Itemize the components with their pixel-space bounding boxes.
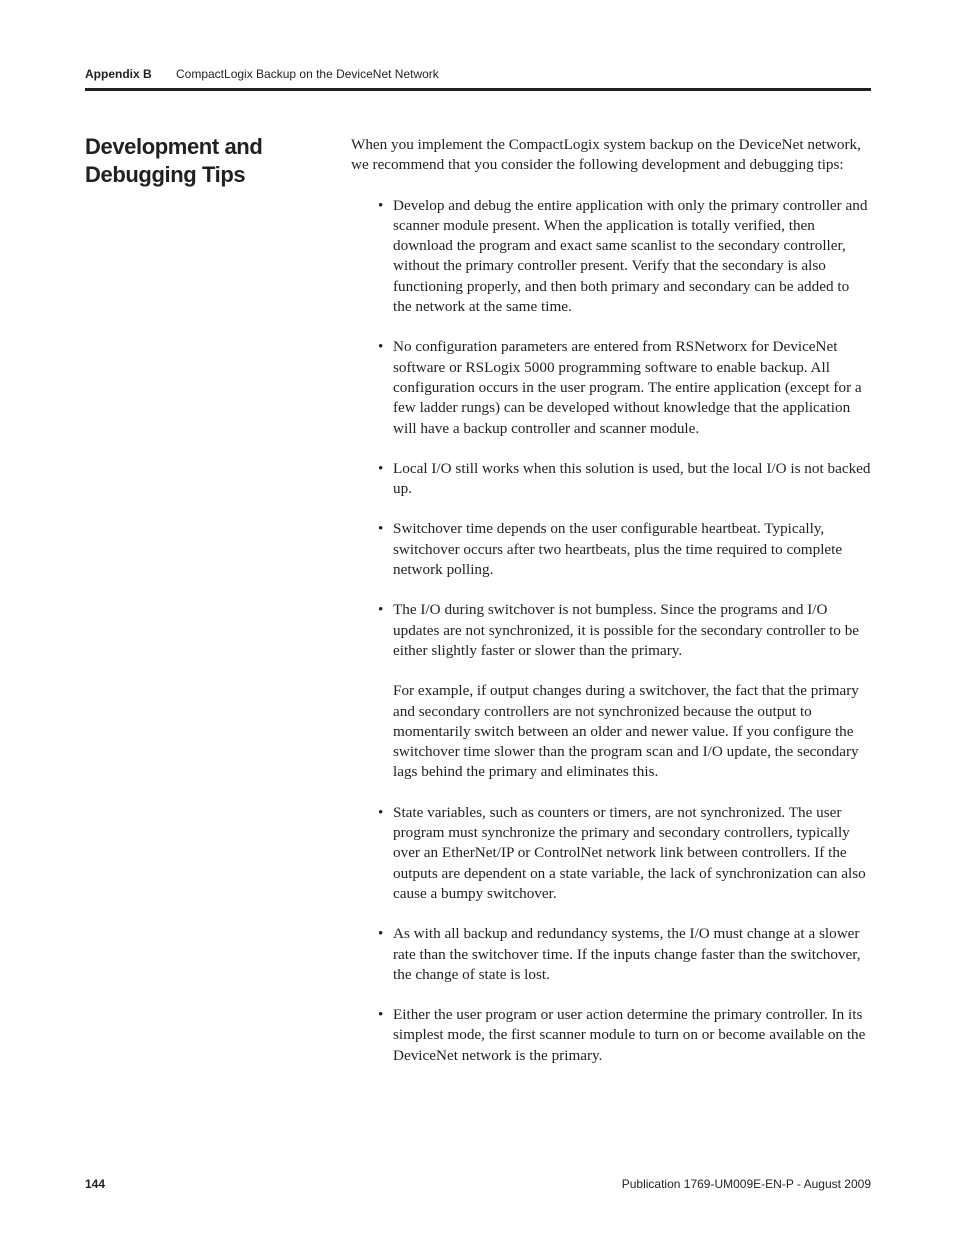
bullet-icon: • (378, 520, 384, 538)
tip-example-paragraph: For example, if output changes during a switchover, the fact that the primary and secondary controllers are not synchronized because the output to momentarily switch between an older and newer value. If you configure the switchover time slower than the program scan and I/O update, the secondary lags behind the primary and eliminates this. (393, 682, 859, 781)
tip-text: As with all backup and redundancy systems, the I/O must change at a slower rate than the switchover time. If the inputs change faster than the switchover, the change of state is lost. (393, 925, 861, 983)
section-title-line-2: Debugging Tips (85, 162, 246, 187)
bullet-icon: • (378, 803, 384, 821)
body-column (351, 135, 871, 1086)
tip-text: The I/O during switchover is not bumpless. Since the programs and I/O updates are not synchronized, it is possible for the secondary controller to be either slightly faster or slower than the primary. (393, 601, 860, 659)
list-item (351, 803, 871, 904)
list-item (351, 459, 871, 500)
section-title (85, 133, 315, 189)
tip-text: Either the user program or user action determine the primary controller. In its simplest mode, the first scanner module to turn on or become available on the DeviceNet network is the primary. (393, 1006, 866, 1064)
tip-text: Switchover time depends on the user configurable heartbeat. Typically, switchover occurs after two heartbeats, plus the time required to complete network polling. (393, 520, 843, 579)
list-item (351, 519, 871, 580)
header-rule (85, 88, 871, 91)
bullet-icon: • (378, 1006, 384, 1024)
bullet-icon: • (378, 338, 384, 356)
tips-list (351, 196, 871, 1066)
intro-paragraph: When you implement the CompactLogix system backup on the DeviceNet network, we recommend that you consider the following development and debugging tips: (351, 136, 861, 174)
bullet-icon: • (378, 601, 384, 619)
tip-text: No configuration parameters are entered from RSNetworx for DeviceNet software or RSLogix 5000 programming software to enable backup. All configuration occurs in the user program. The entire application (except for a few ladder rungs) can be developed without knowledge that the application will have a backup controller and scanner module. (393, 338, 862, 437)
list-item (351, 1005, 871, 1066)
section-title-line-1: Development and (85, 134, 263, 159)
tip-text: Local I/O still works when this solution is used, but the local I/O is not backed up. (393, 459, 871, 498)
bullet-icon: • (378, 925, 384, 943)
tip-text: State variables, such as counters or timers, are not synchronized. The user program must synchronize the primary and secondary controllers, typically over an EtherNet/IP or ControlNet network link between controllers. If the outputs are dependent on a state variable, the lack of synchronization can also cause a bumpy switchover. (393, 803, 866, 902)
bullet-icon: • (378, 459, 384, 477)
list-item (351, 337, 871, 438)
bullet-icon: • (378, 196, 384, 214)
list-item (351, 600, 871, 782)
list-item (351, 196, 871, 318)
page-header (85, 66, 871, 82)
list-item (351, 924, 871, 985)
publication-info: Publication 1769-UM009E-EN-P - August 2009 (621, 1177, 871, 1191)
tip-text: Develop and debug the entire application with only the primary controller and scanner module present. When the application is totally verified, then download the program and exact same scanlist to the secondary controller, without the primary controller present. Verify that the secondary is also functioning properly, and then both primary and secondary can be added to the network at the same time. (393, 196, 868, 316)
page-number: 144 (85, 1177, 106, 1191)
appendix-label: Appendix B (85, 67, 152, 81)
chapter-title: CompactLogix Backup on the DeviceNet Network (176, 67, 439, 81)
